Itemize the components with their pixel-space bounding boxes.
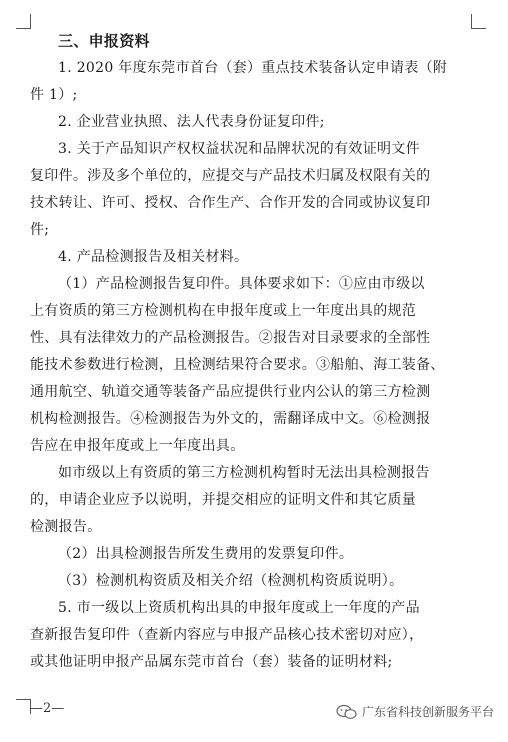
paragraph-line: 5. 市一级以上资质机构出具的申报年度或上一年度的产品 [58,600,420,616]
paragraph-line: 1. 2020 年度东莞市首台（套）重点技术装备认定申请表（附 [58,60,448,76]
watermark-text: 广东省科技创新服务平台 [361,705,494,719]
paragraph-line: 性、具有法律效力的产品检测报告。②报告对目录要求的全部性 [30,330,431,346]
paragraph-line: 上有资质的第三方检测机构在申报年度或上一年度出具的规范 [30,303,417,319]
paragraph-line: （3）检测机构资质及相关介绍（检测机构资质说明）。 [58,573,404,589]
paragraph-line: （1）产品检测报告复印件。具体要求如下：①应由市级以 [58,276,425,292]
crop-mark-top-left [16,14,31,29]
paragraph-line: 告应在申报年度或上一年度出具。 [30,438,245,454]
document-page [30,28,482,676]
wechat-icon [336,704,358,720]
paragraph-line: 的，申请企业应予以说明，并提交相应的证明文件和其它质量 [30,492,417,508]
paragraph-line: 件; [30,222,50,238]
paragraph-line: 如市级以上有资质的第三方检测机构暂时无法出具检测报告 [58,465,430,481]
paragraph-line: 或其他证明申报产品属东莞市首台（套）装备的证明材料; [30,654,393,670]
crop-mark-bottom-left [16,699,31,714]
watermark [336,703,494,720]
section-title: 三、申报资料 [58,32,150,50]
paragraph-line: 3. 关于产品知识产权权益状况和品牌状况的有效证明文件 [58,141,420,157]
paragraph-line: 复印件。涉及多个单位的，应提交与产品技术归属及权限有关的 [30,168,431,184]
paragraph-line: （2）出具检测报告所发生费用的发票复印件。 [58,546,354,562]
paragraph-line: 查新报告复印件（查新内容应与申报产品核心技术密切对应）， [30,627,424,643]
page-number: —2— [30,701,65,716]
crop-mark-top-right [471,14,486,29]
paragraph-line: 通用航空、轨道交通等装备产品应提供行业内公认的第三方检测 [30,384,431,400]
paragraph-line: 技术转让、许可、授权、合作生产、合作开发的合同或协议复印 [30,195,431,211]
paragraph-line: 2. 企业营业执照、法人代表身份证复印件; [58,114,325,130]
paragraph-line: 检测报告。 [30,519,102,535]
paragraph-line: 件 1）; [30,87,78,103]
paragraph-line: 能技术参数进行检测，且检测结果符合要求。③船舶、海工装备、 [30,357,445,373]
paragraph-line: 机构检测报告。④检测报告为外文的，需翻译成中文。⑥检测报 [30,411,431,427]
paragraph-line: 4. 产品检测报告及相关材料。 [58,249,249,265]
